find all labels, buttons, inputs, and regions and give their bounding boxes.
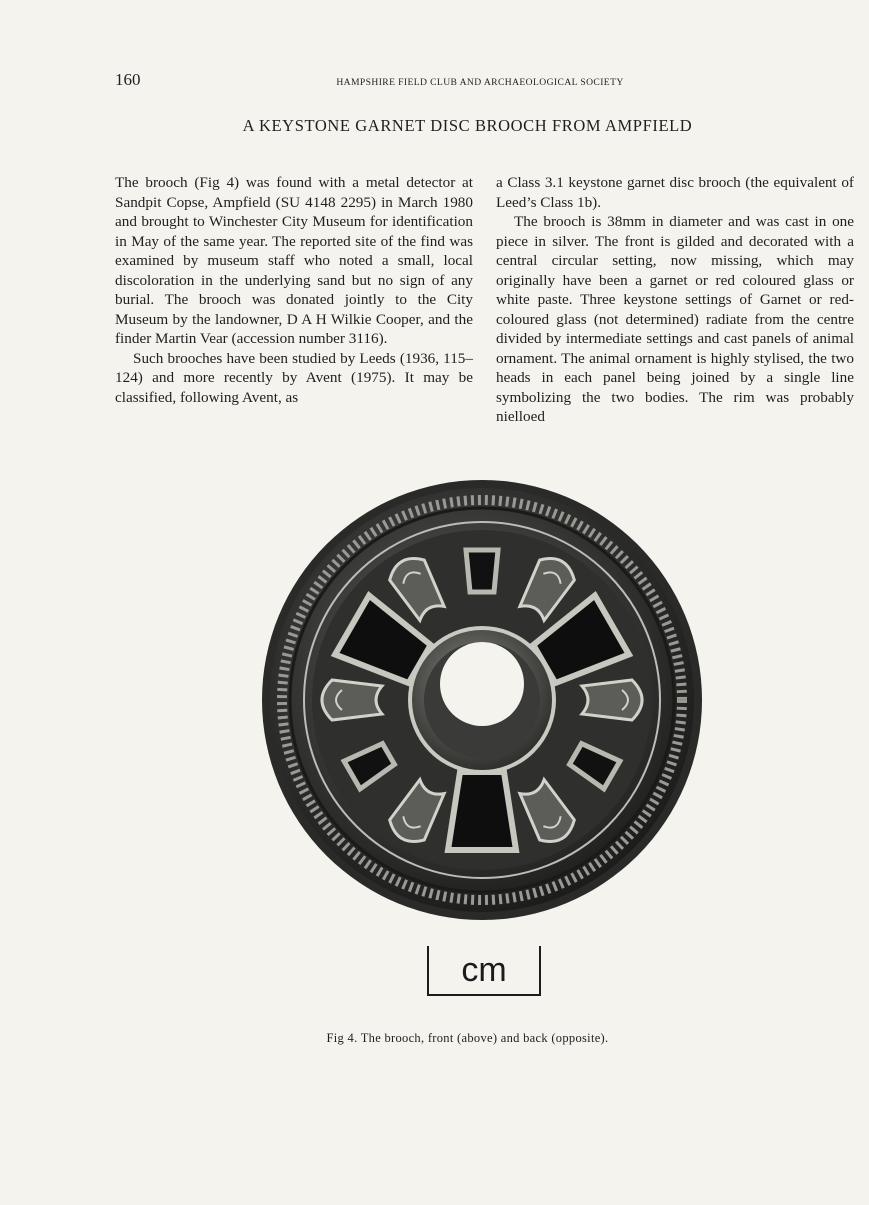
paragraph: Such brooches have been studied by Leeds (1936, 115–124) and more recently by Avent (1975). It may be classified, following Avent, as: [115, 349, 473, 406]
brooch-photograph: [259, 478, 709, 924]
right-column: [496, 173, 854, 427]
figure-caption: Fig 4. The brooch, front (above) and back (opposite).: [326, 1031, 609, 1045]
paragraph: a Class 3.1 keystone garnet disc brooch (the equivalent of Leed’s Class 1b).: [496, 174, 854, 211]
running-head: HAMPSHIRE FIELD CLUB AND ARCHAEOLOGICAL SOCIETY: [336, 77, 624, 88]
left-column: [115, 173, 473, 407]
article-title: A KEYSTONE GARNET DISC BROOCH FROM AMPFIELD: [242, 116, 693, 135]
paragraph: The brooch (Fig 4) was found with a metal detector at Sandpit Copse, Ampfield (SU 4148 2295) in March 1980 and brought to Winchester City Museum for identification in May of the same year. The reported site of the find was examined by museum staff who noted a small, local discoloration in the underlying sand but no sign of any burial. The brooch was donated jointly to the City Museum by the landowner, D A H Wilkie Cooper, and the finder Martin Vear (accession number 3116).: [115, 174, 473, 347]
page-number: 160: [115, 70, 141, 89]
scale-bar: [427, 946, 541, 996]
paragraph: The brooch is 38mm in diameter and was cast in one piece in silver. The front is gilded and decorated with a central circular setting, now missing, which may originally have been a garnet or red coloured glass or white paste. Three keystone settings of Garnet or red-coloured glass (not determined) radiate from the centre divided by intermediate settings and cast panels of animal ornament. The animal ornament is highly stylised, the two heads in each panel being joined by a single line symbolizing the two bodies. The rim was probably nielloed: [496, 213, 854, 425]
scale-bar-label: cm: [461, 951, 507, 989]
